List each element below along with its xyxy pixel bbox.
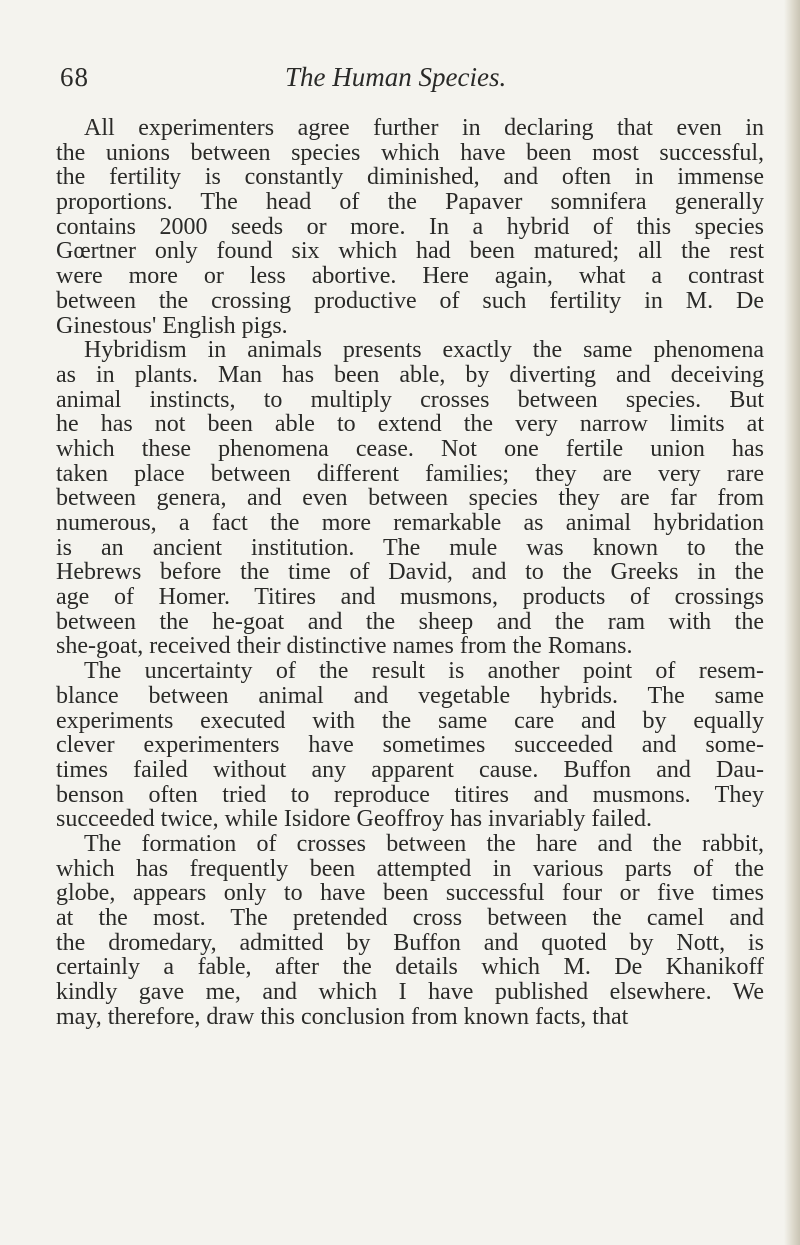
- text-line: clever experimenters have sometimes succeeded and some-: [56, 732, 764, 759]
- text-line: which has frequently been attempted in various parts of the: [56, 855, 764, 882]
- page-header: [60, 62, 620, 102]
- text-line: proportions. The head of the Papaver somnifera generally: [56, 189, 764, 216]
- text-line: Hybridism in animals presents exactly the same phenomena: [84, 337, 764, 364]
- text-line: Ginestous' English pigs.: [56, 312, 288, 339]
- text-line: Hebrews before the time of David, and to the Greeks in the: [56, 559, 764, 586]
- running-title: The Human Species.: [285, 62, 507, 92]
- text-line: certainly a fable, after the details which M. De Khanikoff: [56, 954, 764, 981]
- text-line: times failed without any apparent cause. Buffon and Dau-: [56, 756, 764, 783]
- body-text: [56, 116, 764, 1029]
- text-line: benson often tried to reproduce titires and musmons. They: [56, 781, 764, 808]
- text-line: at the most. The pretended cross between the camel and: [56, 905, 764, 931]
- text-line: kindly gave me, and which I have published elsewhere. We: [56, 979, 764, 1006]
- text-line: globe, appears only to have been successful four or five times: [56, 880, 764, 907]
- text-line: The formation of crosses between the hare and the rabbit,: [84, 830, 764, 857]
- text-line: were more or less abortive. Here again, what a contrast: [56, 263, 764, 290]
- page-edge: [784, 0, 800, 1245]
- text-line: between the crossing productive of such fertility in M. De: [56, 287, 764, 314]
- text-line: may, therefore, draw this conclusion from known facts, that: [56, 1003, 629, 1030]
- text-line: the unions between species which have been most successful,: [56, 139, 764, 166]
- text-line: between genera, and even between species they are far from: [56, 485, 764, 512]
- text-line: Gœrtner only found six which had been matured; all the rest: [56, 238, 764, 265]
- text-line: as in plants. Man has been able, by diverting and deceiving: [56, 361, 764, 388]
- page-number: 68: [60, 62, 89, 92]
- text-line: which these phenomena cease. Not one fertile union has: [56, 435, 764, 462]
- text-line: numerous, a fact the more remarkable as animal hybridation: [56, 510, 764, 536]
- text-line: the fertility is constantly diminished, and often in immense: [56, 164, 764, 191]
- text-line: All experimenters agree further in declaring that even in: [84, 115, 764, 141]
- text-line: is an ancient institution. The mule was known to the: [56, 534, 764, 561]
- text-line: taken place between different families; they are very rare: [56, 460, 764, 487]
- text-line: animal instincts, to multiply crosses between species. But: [56, 386, 764, 413]
- text-line: age of Homer. Titires and musmons, products of crossings: [56, 584, 764, 611]
- text-line: The uncertainty of the result is another point of resem-: [84, 658, 764, 685]
- text-line: blance between animal and vegetable hybrids. The same: [56, 682, 764, 709]
- text-line: the dromedary, admitted by Buffon and quoted by Nott, is: [56, 929, 764, 956]
- text-line: she-goat, received their distinctive names from the Romans.: [56, 633, 633, 660]
- text-line: succeeded twice, while Isidore Geoffroy has invariably failed.: [56, 806, 652, 833]
- text-line: he has not been able to extend the very narrow limits at: [56, 411, 764, 438]
- text-line: between the he-goat and the sheep and the ram with the: [56, 608, 764, 635]
- text-line: experiments executed with the same care and by equally: [56, 707, 764, 734]
- text-line: contains 2000 seeds or more. In a hybrid of this species: [56, 213, 764, 240]
